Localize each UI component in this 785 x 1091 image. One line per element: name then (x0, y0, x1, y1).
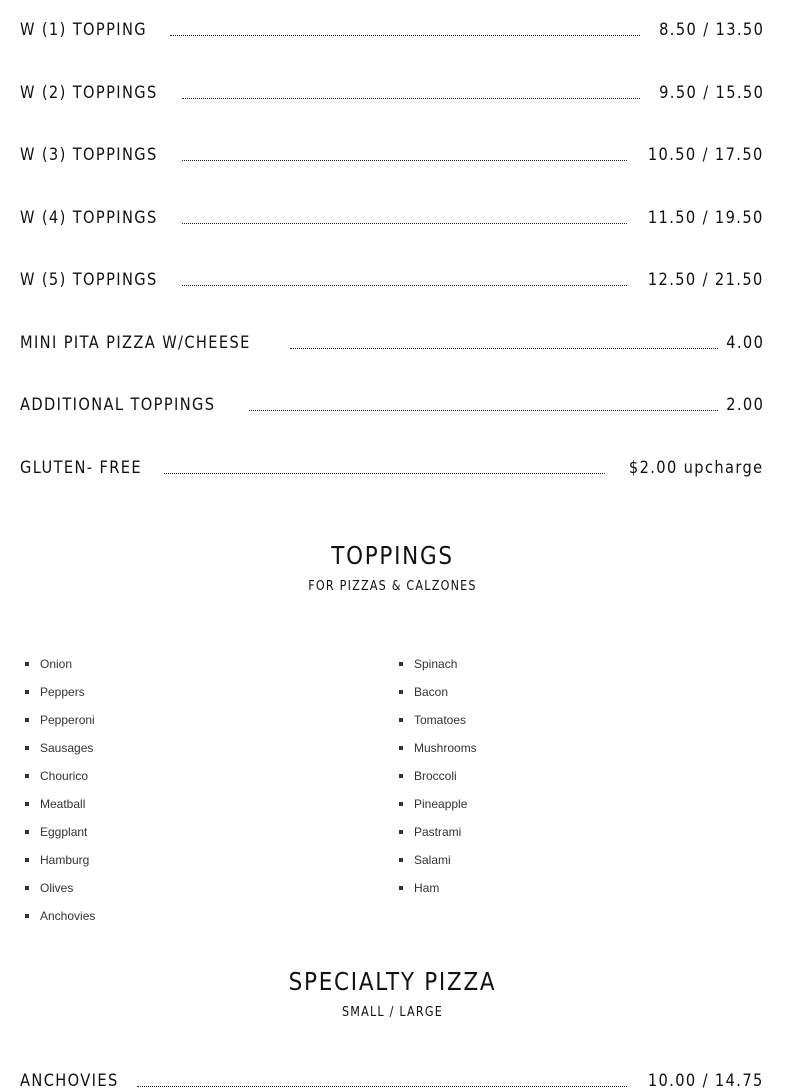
menu-item-name: ADDITIONAL TOPPINGS (20, 395, 216, 415)
menu-item-price: 11.50 / 19.50 (648, 208, 764, 228)
section-title: TOPPINGS (331, 541, 454, 570)
menu-item-price: 10.50 / 17.50 (648, 145, 764, 165)
topping-item: Bacon (394, 678, 477, 706)
section-subtitle: SMALL / LARGE (341, 1005, 443, 1020)
menu-item-price: 2.00 (725, 395, 764, 415)
menu-item-name: MINI PITA PIZZA W/CHEESE (20, 333, 251, 353)
menu-row (20, 383, 764, 415)
dot-leader (182, 159, 627, 161)
menu-item-name: ANCHOVIES (20, 1071, 119, 1091)
menu-item-name: W (5) TOPPINGS (20, 270, 158, 290)
topping-item: Sausages (20, 734, 95, 762)
menu-row (20, 133, 764, 165)
section-subtitle: FOR PIZZAS & CALZONES (308, 579, 477, 594)
toppings-heading (0, 541, 785, 594)
menu-item-name: W (1) TOPPING (20, 20, 147, 40)
menu-item-name: W (4) TOPPINGS (20, 208, 158, 228)
menu-item-price: 12.50 / 21.50 (648, 270, 764, 290)
menu-item-price: 4.00 (725, 333, 764, 353)
topping-item: Pepperoni (20, 706, 95, 734)
menu-row (20, 71, 764, 103)
menu-row (20, 196, 764, 228)
menu-item-price: 8.50 / 13.50 (658, 20, 764, 40)
topping-item: Peppers (20, 678, 95, 706)
menu-row (20, 446, 764, 478)
specialty-menu-row (20, 1059, 764, 1091)
topping-item: Hamburg (20, 846, 95, 874)
topping-item: Spinach (394, 650, 477, 678)
topping-item: Anchovies (20, 902, 95, 930)
dot-leader (290, 347, 717, 349)
topping-item: Tomatoes (394, 706, 477, 734)
specialty-pizza-heading (0, 967, 785, 1020)
toppings-list-right (394, 650, 477, 902)
topping-item: Meatball (20, 790, 95, 818)
topping-item: Pineapple (394, 790, 477, 818)
toppings-list-left (20, 650, 95, 930)
section-title: SPECIALTY PIZZA (288, 967, 497, 996)
dot-leader (182, 222, 627, 224)
menu-row (20, 321, 764, 353)
menu-item-price: 9.50 / 15.50 (658, 83, 764, 103)
menu-row (20, 258, 764, 290)
dot-leader (249, 409, 718, 411)
topping-item: Ham (394, 874, 477, 902)
dot-leader (182, 284, 627, 286)
topping-item: Eggplant (20, 818, 95, 846)
topping-item: Pastrami (394, 818, 477, 846)
topping-item: Olives (20, 874, 95, 902)
menu-item-price: 10.00 / 14.75 (648, 1071, 764, 1091)
dot-leader (164, 472, 606, 474)
menu-item-name: W (3) TOPPINGS (20, 145, 158, 165)
dot-leader (182, 97, 640, 99)
menu-row (20, 8, 764, 40)
topping-item: Broccoli (394, 762, 477, 790)
topping-item: Salami (394, 846, 477, 874)
dot-leader (137, 1085, 628, 1087)
menu-item-name: W (2) TOPPINGS (20, 83, 158, 103)
topping-item: Onion (20, 650, 95, 678)
menu-item-price: $2.00 upcharge (629, 458, 764, 478)
topping-item: Mushrooms (394, 734, 477, 762)
topping-item: Chourico (20, 762, 95, 790)
dot-leader (170, 34, 640, 36)
menu-item-name: GLUTEN- FREE (20, 458, 143, 478)
